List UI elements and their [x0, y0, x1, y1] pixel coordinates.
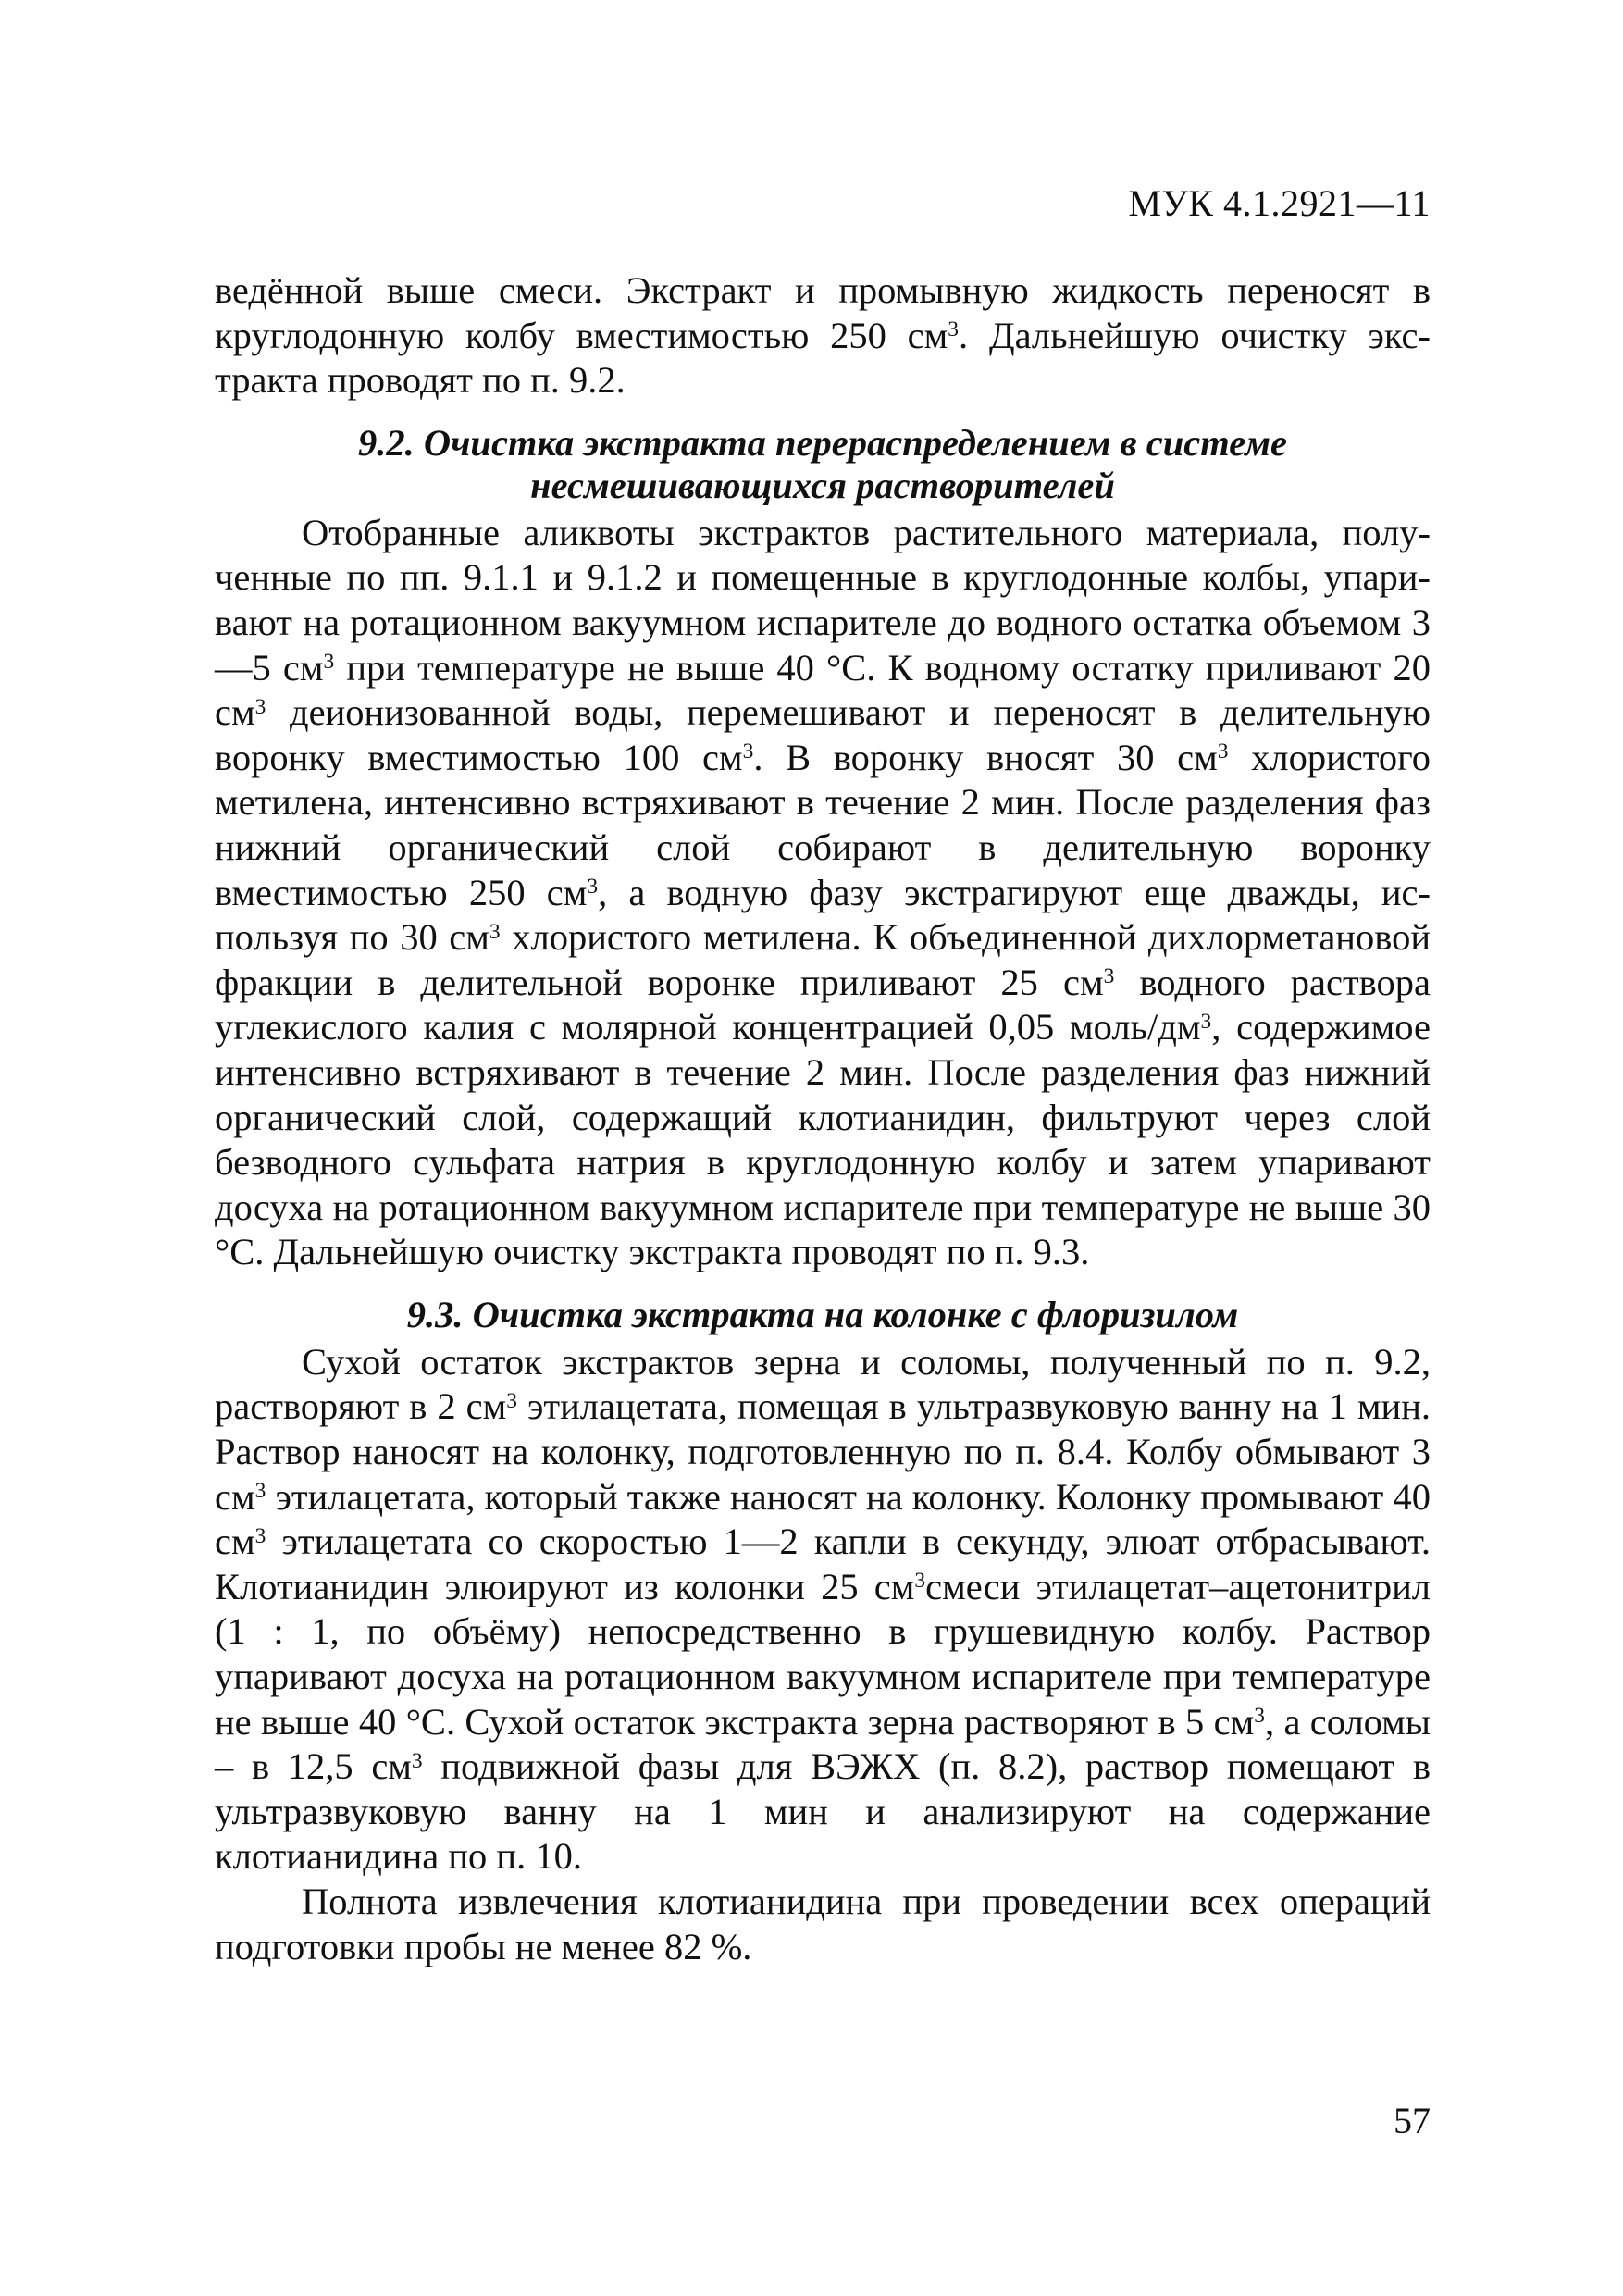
text-run: при температуре не выше 40 °С. К водному остатку приливают 20 см — [215, 646, 1431, 734]
text-run: этилацетата, который также наносят на колонку. Колонку промывают 40 см — [215, 1475, 1431, 1563]
superscript: 3 — [489, 919, 501, 944]
text-run: Сухой остаток экстрактов зерна и соломы, полученный по п. 9.2, растворяют в 2 см — [215, 1340, 1431, 1428]
text-run: , содержимое интенсивно встряхивают в течение 2 мин. После разделения фаз нижний органический слой, содержащий клотианидин, фильтруют через слой безводного сульфата натрия в круглодонную колбу и затем упаривают досуха на ротационном вакуумном испарителе при температуре не выше 30 °С. Дальнейшую очистку экстракта проводят по п. 9.3. — [215, 1006, 1431, 1273]
section-number: 9.2. — [358, 421, 415, 464]
body-paragraph — [215, 511, 1431, 1275]
superscript: 3 — [254, 1479, 266, 1504]
text-run: хлористого метилена. К объединенной дихлорметановой фракции в делительной воронке приливают 25 см — [215, 916, 1431, 1003]
superscript: 3 — [1217, 739, 1229, 764]
superscript: 3 — [1200, 1009, 1212, 1034]
section-heading — [215, 1294, 1431, 1336]
text-run: смеси этилацетат–ацетонитрил (1 : 1, по объёму) непосредственно в грушевидную колбу. Раствор упаривают досуха на ротационном вакуумном испарителе при температуре не выше 40 °С. Сухой остаток экстракта зерна растворяют в 5 см — [215, 1565, 1431, 1743]
text-run: ведённой выше смеси. Экстракт и промывную жидкость переносят в круглодонную колбу вместимостью 250 см — [215, 269, 1431, 356]
superscript: 3 — [254, 1523, 266, 1548]
superscript: 3 — [254, 694, 266, 719]
text-run: Отобранные аликвоты экстрактов растительного материала, полученные по пп. 9.1.1 и 9.1.2 и помещенные в круглодонные колбы, упаривают на ротационном вакуумном испарителе до водного остатка объемом 3—5 см — [215, 511, 1431, 689]
superscript: 3 — [914, 1569, 926, 1594]
superscript: 3 — [411, 1748, 423, 1773]
text-run: , а водную фазу экстрагируют еще дважды, используя по 30 см — [215, 871, 1431, 959]
superscript: 3 — [506, 1388, 518, 1413]
text-run: этилацетата со скоростью 1—2 капли в секунду, элюат отбрасывают. Клотианидин элюируют из колонки 25 см — [215, 1520, 1431, 1607]
superscript: 3 — [1103, 964, 1115, 989]
text-run: , а соломы – в 12,5 см — [215, 1700, 1431, 1788]
page-body — [215, 268, 1431, 1969]
superscript: 3 — [1254, 1704, 1265, 1729]
text-run: подвижной фазы для ВЭЖХ (п. 8.2), раствор помещают в ультразвуковую ванну на 1 мин и анализируют на содержание клотианидина по п. 10. — [215, 1745, 1431, 1878]
superscript: 3 — [323, 650, 335, 675]
text-run: Полнота извлечения клотианидина при проведении всех операций подготовки пробы не менее 82 %. — [215, 1880, 1431, 1967]
section-heading — [215, 422, 1431, 507]
section-number: 9.3. — [406, 1293, 464, 1335]
body-paragraph — [215, 268, 1431, 403]
document-page — [215, 0, 1431, 2296]
body-paragraph — [215, 1340, 1431, 1880]
page-number: 57 — [1394, 2100, 1431, 2141]
superscript: 3 — [742, 739, 754, 764]
text-run: этилацетата, помещая в ультразвуковую ванну на 1 мин. Раствор наносят на колонку, подготовленную по п. 8.4. Колбу обмывают 3 см — [215, 1385, 1431, 1518]
text-run: деионизованной воды, перемешивают и переносят в делительную воронку вместимостью 100 см — [215, 691, 1431, 778]
text-run: . Дальнейшую очистку экстракта проводят по п. 9.2. — [215, 314, 1431, 402]
superscript: 3 — [587, 875, 599, 900]
body-paragraph — [215, 1880, 1431, 1969]
running-header: МУК 4.1.2921—11 — [1128, 182, 1431, 224]
text-run: водного раствора углекислого калия с молярной концентрацией 0,05 моль/дм — [215, 961, 1431, 1049]
section-title: Очистка экстракта на колонке с флоризилом — [472, 1293, 1239, 1335]
section-title: Очистка экстракта перераспределением в системе несмешивающихся растворителей — [423, 421, 1287, 506]
text-run: . В воронку вносят 30 см — [753, 736, 1218, 778]
superscript: 3 — [948, 317, 960, 342]
text-run: хлористого метилена, интенсивно встряхивают в течение 2 мин. После разделения фаз нижний органический слой собирают в делительную воронку вместимостью 250 см — [215, 736, 1431, 913]
